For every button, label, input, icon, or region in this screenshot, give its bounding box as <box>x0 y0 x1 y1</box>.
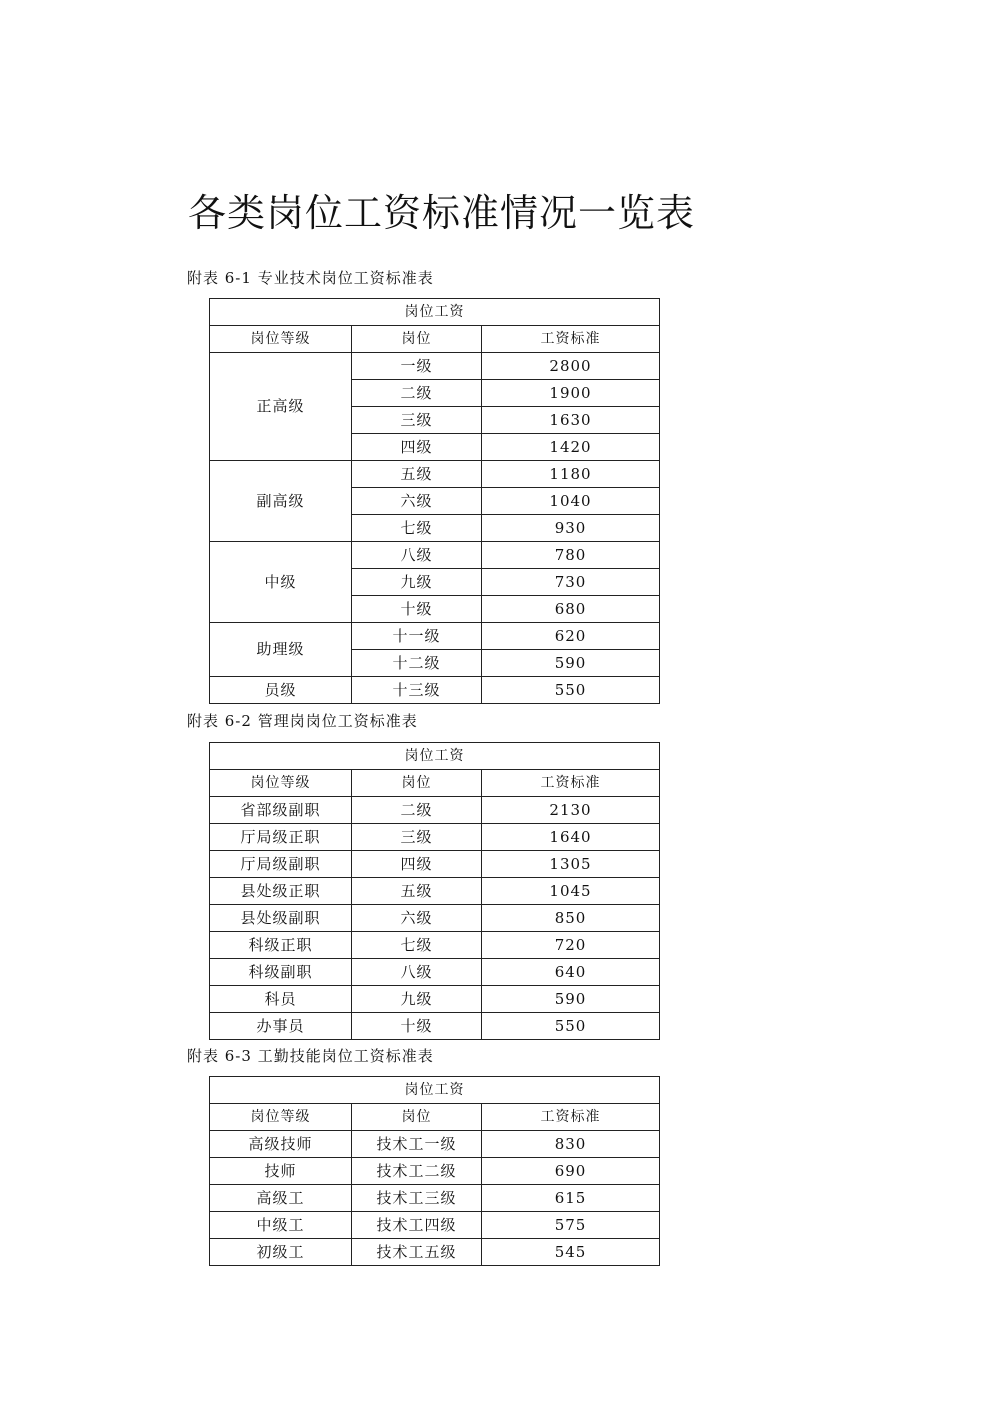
wage-cell: 1045 <box>482 878 660 905</box>
grade-cell: 县处级正职 <box>210 878 352 905</box>
wage-cell: 1040 <box>482 488 660 515</box>
table-caption-6-3: 附表 6-3 工勤技能岗位工资标准表 <box>187 1047 434 1065</box>
grade-cell: 员级 <box>210 677 352 704</box>
post-cell: 九级 <box>352 569 482 596</box>
wage-cell: 720 <box>482 932 660 959</box>
table-row <box>210 959 660 986</box>
table-row <box>210 542 660 569</box>
wage-cell: 690 <box>482 1158 660 1185</box>
table-row <box>210 1185 660 1212</box>
grade-cell: 高级技师 <box>210 1131 352 1158</box>
grade-cell: 科级正职 <box>210 932 352 959</box>
header-grade: 岗位等级 <box>210 1104 352 1131</box>
table-row <box>210 353 660 380</box>
header-post: 岗位 <box>352 1104 482 1131</box>
skilled-worker-wage-table <box>209 1076 660 1266</box>
post-cell: 九级 <box>352 986 482 1013</box>
wage-cell: 615 <box>482 1185 660 1212</box>
grade-cell: 高级工 <box>210 1185 352 1212</box>
post-cell: 二级 <box>352 380 482 407</box>
wage-cell: 550 <box>482 1013 660 1040</box>
table-caption-6-1: 附表 6-1 专业技术岗位工资标准表 <box>187 269 434 287</box>
table-row <box>210 461 660 488</box>
wage-cell: 620 <box>482 623 660 650</box>
header-top: 岗位工资 <box>210 299 660 326</box>
wage-cell: 2130 <box>482 797 660 824</box>
table-row <box>210 986 660 1013</box>
post-cell: 四级 <box>352 851 482 878</box>
post-cell: 十级 <box>352 596 482 623</box>
header-wage: 工资标准 <box>482 326 660 353</box>
header-top: 岗位工资 <box>210 1077 660 1104</box>
table-row <box>210 1013 660 1040</box>
wage-cell: 1420 <box>482 434 660 461</box>
post-cell: 技术工三级 <box>352 1185 482 1212</box>
table-row <box>210 1212 660 1239</box>
post-cell: 十一级 <box>352 623 482 650</box>
post-cell: 技术工五级 <box>352 1239 482 1266</box>
wage-cell: 590 <box>482 650 660 677</box>
table-row <box>210 1239 660 1266</box>
header-wage: 工资标准 <box>482 770 660 797</box>
post-cell: 七级 <box>352 932 482 959</box>
wage-cell: 2800 <box>482 353 660 380</box>
table-row <box>210 932 660 959</box>
table-row <box>210 677 660 704</box>
management-wage-table <box>209 742 660 1040</box>
wage-cell: 575 <box>482 1212 660 1239</box>
grade-cell: 助理级 <box>210 623 352 677</box>
grade-cell: 科级副职 <box>210 959 352 986</box>
wage-cell: 830 <box>482 1131 660 1158</box>
post-cell: 五级 <box>352 461 482 488</box>
grade-cell: 副高级 <box>210 461 352 542</box>
table-row <box>210 1158 660 1185</box>
post-cell: 八级 <box>352 542 482 569</box>
post-cell: 六级 <box>352 488 482 515</box>
professional-tech-wage-table <box>209 298 660 704</box>
table-row <box>210 878 660 905</box>
wage-cell: 1180 <box>482 461 660 488</box>
grade-cell: 科员 <box>210 986 352 1013</box>
post-cell: 十级 <box>352 1013 482 1040</box>
wage-cell: 780 <box>482 542 660 569</box>
grade-cell: 正高级 <box>210 353 352 461</box>
grade-cell: 省部级副职 <box>210 797 352 824</box>
grade-cell: 厅局级正职 <box>210 824 352 851</box>
post-cell: 四级 <box>352 434 482 461</box>
wage-cell: 640 <box>482 959 660 986</box>
post-cell: 一级 <box>352 353 482 380</box>
header-post: 岗位 <box>352 770 482 797</box>
wage-cell: 550 <box>482 677 660 704</box>
table-row <box>210 1131 660 1158</box>
wage-cell: 930 <box>482 515 660 542</box>
grade-cell: 办事员 <box>210 1013 352 1040</box>
post-cell: 六级 <box>352 905 482 932</box>
wage-cell: 1900 <box>482 380 660 407</box>
post-cell: 七级 <box>352 515 482 542</box>
table-caption-6-2: 附表 6-2 管理岗岗位工资标准表 <box>187 712 418 730</box>
post-cell: 五级 <box>352 878 482 905</box>
table-row <box>210 797 660 824</box>
post-cell: 技术工四级 <box>352 1212 482 1239</box>
post-cell: 技术工二级 <box>352 1158 482 1185</box>
wage-cell: 730 <box>482 569 660 596</box>
grade-cell: 初级工 <box>210 1239 352 1266</box>
wage-cell: 680 <box>482 596 660 623</box>
post-cell: 三级 <box>352 407 482 434</box>
table-row <box>210 905 660 932</box>
wage-cell: 1305 <box>482 851 660 878</box>
wage-cell: 590 <box>482 986 660 1013</box>
header-post: 岗位 <box>352 326 482 353</box>
wage-cell: 850 <box>482 905 660 932</box>
header-grade: 岗位等级 <box>210 770 352 797</box>
grade-cell: 技师 <box>210 1158 352 1185</box>
grade-cell: 中级 <box>210 542 352 623</box>
grade-cell: 中级工 <box>210 1212 352 1239</box>
post-cell: 八级 <box>352 959 482 986</box>
header-wage: 工资标准 <box>482 1104 660 1131</box>
grade-cell: 厅局级副职 <box>210 851 352 878</box>
header-grade: 岗位等级 <box>210 326 352 353</box>
grade-cell: 县处级副职 <box>210 905 352 932</box>
post-cell: 三级 <box>352 824 482 851</box>
wage-cell: 1630 <box>482 407 660 434</box>
wage-cell: 545 <box>482 1239 660 1266</box>
post-cell: 十三级 <box>352 677 482 704</box>
table-row <box>210 824 660 851</box>
post-cell: 二级 <box>352 797 482 824</box>
post-cell: 技术工一级 <box>352 1131 482 1158</box>
post-cell: 十二级 <box>352 650 482 677</box>
table-row <box>210 851 660 878</box>
table-row <box>210 623 660 650</box>
page-title: 各类岗位工资标准情况一览表 <box>188 191 696 235</box>
wage-cell: 1640 <box>482 824 660 851</box>
header-top: 岗位工资 <box>210 743 660 770</box>
